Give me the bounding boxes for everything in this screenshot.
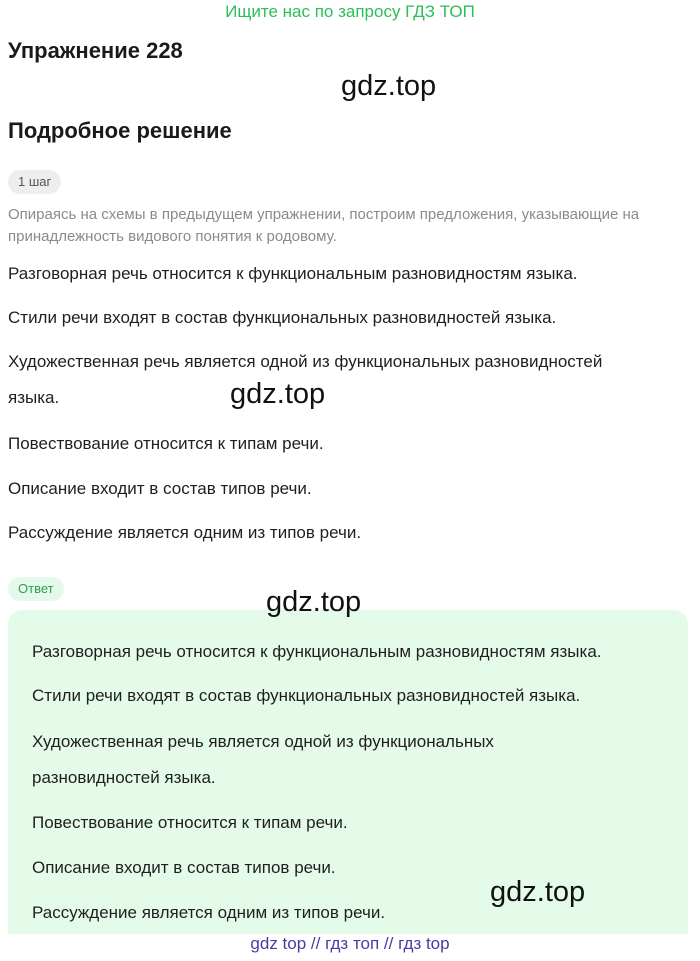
answer-line: Описание входит в состав типов речи. <box>32 858 336 877</box>
step-badge: 1 шаг <box>8 170 61 194</box>
footer-links[interactable]: gdz top // гдз топ // гдз top <box>250 934 450 953</box>
solution-line: Описание входит в состав типов речи. <box>8 479 312 498</box>
watermark: gdz.top <box>341 70 437 102</box>
answer-line: Разговорная речь относится к функциональным разновидностям языка. <box>32 642 602 661</box>
watermark: gdz.top <box>230 378 326 410</box>
answer-line: Повествование относится к типам речи. <box>32 813 348 832</box>
section-title: Подробное решение <box>8 118 232 143</box>
page-title: Упражнение 228 <box>8 38 183 63</box>
watermark: gdz.top <box>266 586 362 618</box>
solution-line: Разговорная речь относится к функциональным разновидностям языка. <box>8 264 578 283</box>
answer-line: Стили речи входят в состав функциональных разновидностей языка. <box>32 686 581 705</box>
watermark: gdz.top <box>490 876 586 908</box>
solution-line: Повествование относится к типам речи. <box>8 434 324 453</box>
step-description: Опираясь на схемы в предыдущем упражнении, построим предложения, указывающие на принадлежность видового понятия к родовому. <box>8 206 640 245</box>
top-banner[interactable]: Ищите нас по запросу ГДЗ ТОП <box>225 2 475 21</box>
solution-line: Стили речи входят в состав функциональных разновидностей языка. <box>8 308 557 327</box>
answer-line: Рассуждение является одним из типов речи. <box>32 903 386 922</box>
solution-line: Художественная речь является одной из функциональных разновидностей языка. <box>8 352 603 407</box>
answer-line: Художественная речь является одной из функциональных разновидностей языка. <box>32 732 494 787</box>
answer-badge: Ответ <box>8 577 64 601</box>
solution-line: Рассуждение является одним из типов речи. <box>8 523 362 542</box>
